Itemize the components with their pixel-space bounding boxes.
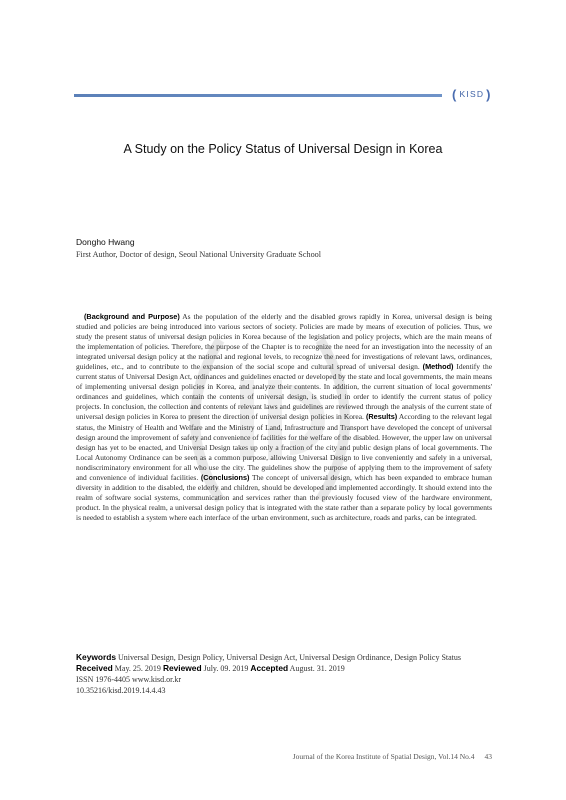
accepted-date: August. 31. 2019 [288,664,345,673]
header-rule [74,94,442,97]
logo-bracket-right: ) [486,86,492,102]
logo-bracket-left: ( [452,86,458,102]
abstract-conclusions-label: (Conclusions) [200,472,250,482]
abstract-background-label: (Background and Purpose) [84,312,180,321]
accepted-label: Accepted [250,663,289,673]
dates-line [76,663,486,674]
doi-line: 10.35216/kisd.2019.14.4.43 [76,686,166,695]
journal-logo [452,85,492,103]
abstract-method-label: (Method) [422,362,454,372]
keywords-label: Keywords [76,652,117,662]
keywords-line [76,652,486,663]
page-footer [293,752,492,761]
abstract [76,312,492,523]
reviewed-label: Reviewed [162,663,202,673]
received-date: May. 25. 2019 [112,664,163,673]
author-affiliation: First Author, Doctor of design, Seoul National University Graduate School [76,250,322,259]
abstract-background-text: As the population of the elderly and the disabled grows rapidly in Korea, universal design is being studied and policies are being introduced into various sectors of society. Policies are made by means of execution of policies. Thus, we study the present status of universal design policies in Korea because of the legislation and policy projects, which are the main means of the implementation of policies. Therefore, the purpose of the Chapter is to recognize the need for an investigation into the necessity of an integrated universal design policy at the national and regional levels, to recognize the need for investigations of relevant laws, ordinances, guidelines, etc., and to contribute to the expansion of the social scope and cultural spread of universal design. [76,312,492,372]
author-name: Dongho Hwang [76,237,135,247]
abstract-conclusions-text: The concept of universal design, which has been expanded to embrace human diversity in addition to the disabled, the elderly and children, should be developed and implemented accordingly. It should extend into the realm of software social systems, communication and services rather than the previously focused view of the hardware environment, product. In the physical realm, a universal design policy that is integrated with the state rather than a separate policy by local governments is needed to establish a system where each interface of the urban environment, such as architecture, roads and parks, can be integrated. [76,472,492,522]
abstract-results-label: (Results) [365,412,398,422]
page-number: 43 [484,752,492,761]
paper-title: A Study on the Policy Status of Universal Design in Korea [123,142,443,156]
received-label: Received [76,663,113,673]
logo-text: KISD [459,89,485,99]
article-metadata [76,652,486,696]
abstract-results-text: According to the relevant legal status, the Ministry of Health and Welfare and the Ministry of Land, Infrastructure and Transport have developed the concept of universal design around the improvement of safety and convenience of facilities for the welfare of the disabled. However, the upper law on universal design has yet to be enacted, and Universal Design takes up only a fraction of the city and public design plans of local governments. The Local Autonomy Ordinance can be seen as a common purpose, allowing Universal Design to live conveniently and safely in a universal, nondiscriminatory environment for all who use the city. The guidelines show the purpose of applying them to the improvement of safety and convenience of individual facilities. [76,412,492,482]
keywords-text: Universal Design, Design Policy, Universal Design Act, Universal Design Ordinance, Design Policy Status [116,653,462,662]
journal-citation: Journal of the Korea Institute of Spatial Design, Vol.14 No.4 [292,752,475,761]
abstract-method-text: Identify the current status of Universal Design Act, ordinances and guidelines enacted or developed by the state and local governments, the main means of implementing universal design policies in Korea, and analyze their contents. In addition, the current situation of local governments' ordinances and guidelines, which contain the contents of universal design, is studied in order to identify the current status of policy projects. In conclusion, the collection and contents of relevant laws and guidelines are reviewed through the analysis of the current state of universal design policies in Korea to present the direction of universal design policies in Korea. [76,362,493,422]
issn-line: ISSN 1976-4405 www.kisd.or.kr [76,675,182,684]
reviewed-date: July. 09. 2019 [201,664,251,673]
